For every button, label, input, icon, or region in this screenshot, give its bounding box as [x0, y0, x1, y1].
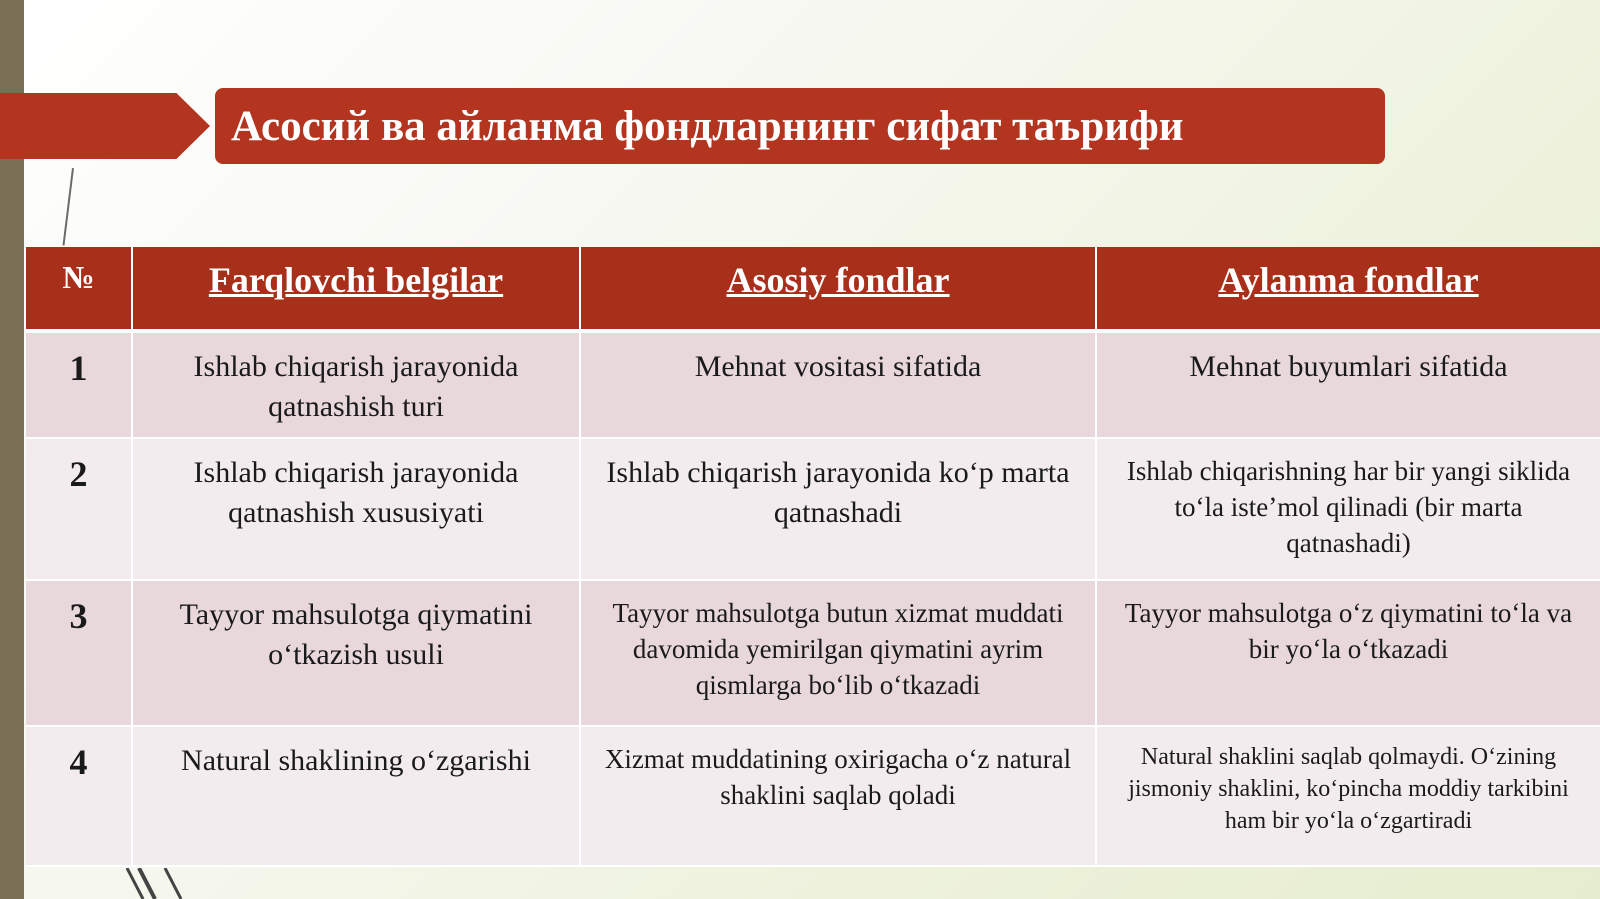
slide-title: Асосий ва айланма фондларнинг сифат таърифи [231, 102, 1184, 150]
row-number: 2 [26, 438, 132, 580]
cell-asosiy: Mehnat vositasi sifatida [580, 331, 1096, 438]
table-row [26, 726, 1600, 866]
header-features: Farqlovchi belgilar [132, 247, 580, 331]
row-number: 4 [26, 726, 132, 866]
comparison-table [26, 247, 1600, 867]
header-aylanma: Aylanma fondlar [1096, 247, 1600, 331]
cell-feature: Natural shaklining oʻzgarishi [132, 726, 580, 866]
row-number: 1 [26, 331, 132, 438]
cell-asosiy: Ishlab chiqarish jarayonida koʻp marta qatnashadi [580, 438, 1096, 580]
header-asosiy: Asosiy fondlar [580, 247, 1096, 331]
table-row [26, 331, 1600, 438]
decorative-line [62, 168, 73, 246]
cell-asosiy: Xizmat muddatining oxirigacha oʻz natural shaklini saqlab qoladi [580, 726, 1096, 866]
cell-feature: Ishlab chiqarish jarayonida qatnashish turi [132, 331, 580, 438]
title-arrow-decoration [0, 93, 210, 159]
table-header-row [26, 247, 1600, 331]
table-row [26, 580, 1600, 726]
header-number: № [26, 247, 132, 331]
cell-asosiy: Tayyor mahsulotga butun xizmat muddati davomida yemirilgan qiymatini ayrim qismlarga boʻlib oʻtkazadi [580, 580, 1096, 726]
row-number: 3 [26, 580, 132, 726]
cell-aylanma: Tayyor mahsulotga oʻz qiymatini toʻla va bir yoʻla oʻtkazadi [1096, 580, 1600, 726]
table-row [26, 438, 1600, 580]
decorative-strokes [125, 868, 195, 899]
cell-feature: Tayyor mahsulotga qiymatini oʻtkazish usuli [132, 580, 580, 726]
cell-feature: Ishlab chiqarish jarayonida qatnashish xususiyati [132, 438, 580, 580]
cell-aylanma: Natural shaklini saqlab qolmaydi. Oʻzining jismoniy shaklini, koʻpincha moddiy tarkibini ham bir yoʻla oʻzgartiradi [1096, 726, 1600, 866]
slide-title-box [215, 88, 1385, 164]
cell-aylanma: Ishlab chiqarishning har bir yangi siklida toʻla isteʼmol qilinadi (bir marta qatnashadi) [1096, 438, 1600, 580]
cell-aylanma: Mehnat buyumlari sifatida [1096, 331, 1600, 438]
